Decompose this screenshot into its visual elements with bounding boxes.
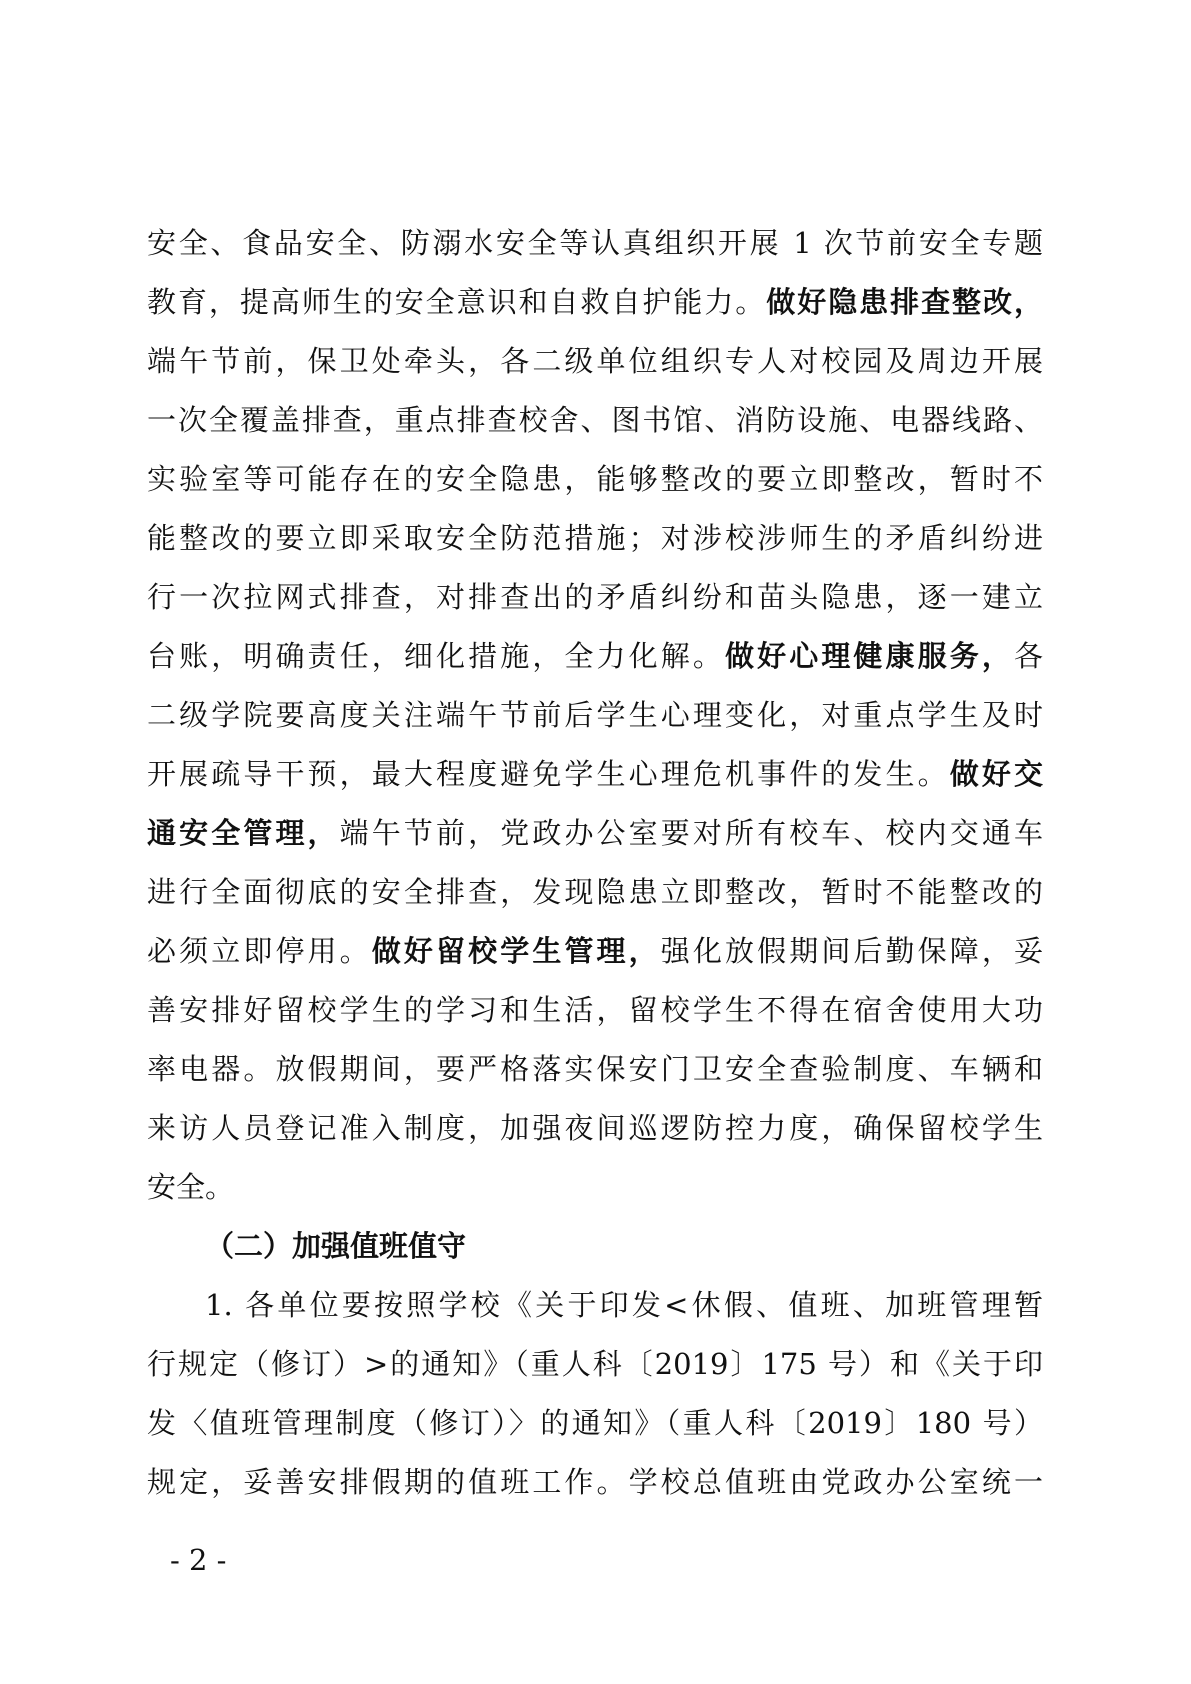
text-segment: 行规定（修订）>的通知》（重人科〔2019〕175 号）和《关于印 (147, 1347, 1043, 1381)
bold-phrase: 做好交 (949, 757, 1043, 791)
text-line (147, 509, 1043, 568)
text-segment: 1. 各单位要按照学校《关于印发<休假、值班、加班管理暂 (205, 1288, 1043, 1322)
text-segment: 各 (1013, 639, 1043, 673)
text-segment: 发〈值班管理制度（修订）〉的通知》（重人科〔2019〕180 号） (147, 1406, 1043, 1440)
bold-phrase: 做好留校学生管理， (371, 934, 661, 968)
text-line (147, 804, 1043, 863)
text-line (147, 1394, 1043, 1453)
text-segment: 率电器。放假期间，要严格落实保安门卫安全查验制度、车辆和 (147, 1052, 1043, 1086)
text-segment: 强化放假期间后勤保障，妥 (660, 934, 1043, 968)
text-line (147, 273, 1043, 332)
text-line (147, 922, 1043, 981)
text-segment: 实验室等可能存在的安全隐患，能够整改的要立即整改，暂时不 (147, 462, 1043, 496)
paragraph-safety-measures (147, 214, 1043, 1217)
text-segment: 教育，提高师生的安全意识和自救自护能力。 (147, 285, 767, 319)
text-line (147, 745, 1043, 804)
text-line (147, 332, 1043, 391)
text-segment: 端午节前，党政办公室要对所有校车、校内交通车 (339, 816, 1043, 850)
text-segment: 规定，妥善安排假期的值班工作。学校总值班由党政办公室统一 (147, 1465, 1043, 1499)
page-number: - 2 - (170, 1543, 227, 1577)
text-segment: 端午节前，保卫处牵头，各二级单位组织专人对校园及周边开展 (147, 344, 1043, 378)
text-line (147, 1335, 1043, 1394)
text-line (147, 686, 1043, 745)
text-segment: 开展疏导干预，最大程度避免学生心理危机事件的发生。 (147, 757, 950, 791)
text-segment: 一次全覆盖排查，重点排查校舍、图书馆、消防设施、电器线路、 (147, 403, 1043, 437)
text-line (147, 981, 1043, 1040)
bold-phrase: 通安全管理， (147, 816, 340, 850)
text-segment: 安全。 (147, 1170, 235, 1204)
text-line (147, 863, 1043, 922)
text-line (147, 1099, 1043, 1158)
text-segment: 能整改的要立即采取安全防范措施；对涉校涉师生的矛盾纠纷进 (147, 521, 1043, 555)
text-line (147, 1453, 1043, 1512)
text-segment: 二级学院要高度关注端午节前后学生心理变化，对重点学生及时 (147, 698, 1043, 732)
text-segment: 来访人员登记准入制度，加强夜间巡逻防控力度，确保留校学生 (147, 1111, 1043, 1145)
text-segment: 行一次拉网式排查，对排查出的矛盾纠纷和苗头隐患，逐一建立 (147, 580, 1043, 614)
text-line (147, 1158, 1043, 1217)
text-segment: 必须立即停用。 (147, 934, 372, 968)
text-segment: 善安排好留校学生的学习和生活，留校学生不得在宿舍使用大功 (147, 993, 1043, 1027)
text-line (147, 1276, 1043, 1335)
text-line (147, 627, 1043, 686)
text-line (147, 568, 1043, 627)
section-heading: （二）加强值班值守 (205, 1229, 467, 1263)
text-line (147, 1040, 1043, 1099)
bold-phrase: 做好心理健康服务， (724, 639, 1014, 673)
text-segment: 进行全面彻底的安全排查，发现隐患立即整改，暂时不能整改的 (147, 875, 1043, 909)
text-segment: 安全、食品安全、防溺水安全等认真组织开展 1 次节前安全专题 (147, 226, 1043, 260)
text-line (147, 391, 1043, 450)
paragraph-duty-arrangement (147, 1276, 1043, 1512)
text-line (147, 214, 1043, 273)
bold-phrase: 做好隐患排查整改， (766, 285, 1043, 319)
text-line (147, 450, 1043, 509)
text-segment: 台账，明确责任，细化措施，全力化解。 (147, 639, 725, 673)
body-text (147, 214, 1043, 1512)
